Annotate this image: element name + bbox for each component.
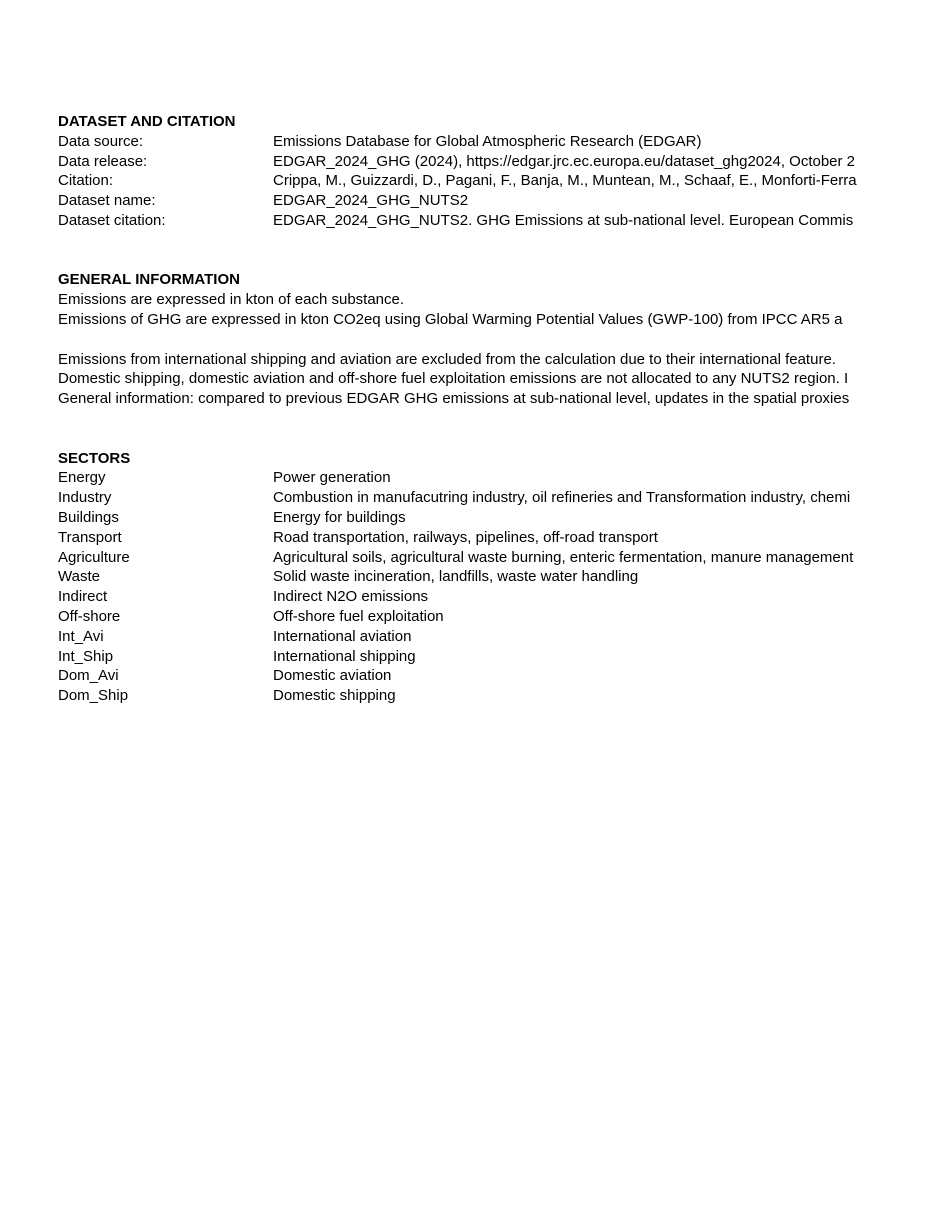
sector-row-transport xyxy=(58,528,876,548)
spacer-row xyxy=(58,409,876,429)
sector-row-off-shore xyxy=(58,607,876,627)
row-value: EDGAR_2024_GHG_NUTS2 xyxy=(273,192,469,210)
sector-row-dom-ship xyxy=(58,686,876,706)
general-line xyxy=(58,290,876,310)
sector-name: Transport xyxy=(58,528,122,546)
info-text: Domestic shipping, domestic aviation and off-shore fuel exploitation emissions are not allocated to any NUTS2 region. I xyxy=(58,370,849,388)
sector-row-industry xyxy=(58,488,876,508)
row-label: Dataset name: xyxy=(58,192,156,210)
sector-name: Off-shore xyxy=(58,607,121,625)
general-line xyxy=(58,330,876,350)
sector-name: Dom_Ship xyxy=(58,687,129,705)
general-line xyxy=(58,389,876,409)
sectors-heading xyxy=(58,449,876,469)
sector-description: Indirect N2O emissions xyxy=(273,588,429,606)
sector-description: International aviation xyxy=(273,627,412,645)
sector-name: Indirect xyxy=(58,588,108,606)
section-heading: SECTORS xyxy=(58,449,131,467)
row-label: Dataset citation: xyxy=(58,211,166,229)
dataset-row-source xyxy=(58,132,876,152)
sector-description: Domestic aviation xyxy=(273,667,392,685)
sector-description: Solid waste incineration, landfills, waste water handling xyxy=(273,568,639,586)
info-text: Emissions of GHG are expressed in kton CO2eq using Global Warming Potential Values (GWP-100) from IPCC AR5 a xyxy=(58,310,843,328)
spacer-row xyxy=(58,251,876,271)
sector-description: Road transportation, railways, pipelines, off-road transport xyxy=(273,528,658,546)
sector-name: Int_Avi xyxy=(58,627,104,645)
row-label: Citation: xyxy=(58,172,114,190)
sector-description: International shipping xyxy=(273,647,416,665)
sector-row-int-avi xyxy=(58,627,876,647)
sector-description: Domestic shipping xyxy=(273,687,396,705)
spacer-row xyxy=(58,231,876,251)
dataset-row-citation xyxy=(58,171,876,191)
dataset-row-release xyxy=(58,152,876,172)
dataset-row-name xyxy=(58,191,876,211)
sector-row-buildings xyxy=(58,508,876,528)
sector-name: Buildings xyxy=(58,508,119,526)
sector-name: Energy xyxy=(58,469,106,487)
sector-name: Int_Ship xyxy=(58,647,114,665)
sector-name: Agriculture xyxy=(58,548,130,566)
sector-description: Power generation xyxy=(273,469,391,487)
sector-description: Energy for buildings xyxy=(273,508,406,526)
sector-row-dom-avi xyxy=(58,666,876,686)
section-heading: DATASET AND CITATION xyxy=(58,113,236,130)
sector-description: Combustion in manufacutring industry, oil refineries and Transformation industry, chemi xyxy=(273,489,851,507)
general-line xyxy=(58,350,876,370)
sector-row-waste xyxy=(58,567,876,587)
sector-row-energy xyxy=(58,468,876,488)
row-value: EDGAR_2024_GHG (2024), https://edgar.jrc.ec.europa.eu/dataset_ghg2024, October 2 xyxy=(273,152,856,170)
sector-name: Waste xyxy=(58,568,100,586)
sector-name: Dom_Avi xyxy=(58,667,119,685)
sheet-content xyxy=(58,112,876,706)
dataset-heading xyxy=(58,112,876,132)
info-text: General information: compared to previous EDGAR GHG emissions at sub-national level, updates in the spatial proxies xyxy=(58,390,850,408)
sector-row-indirect xyxy=(58,587,876,607)
dataset-row-dataset-citation xyxy=(58,211,876,231)
row-value: Crippa, M., Guizzardi, D., Pagani, F., Banja, M., Muntean, M., Schaaf, E., Monforti-Ferra xyxy=(273,172,857,190)
info-text: Emissions from international shipping and aviation are excluded from the calculation due to their international feature. xyxy=(58,350,836,368)
sector-description: Off-shore fuel exploitation xyxy=(273,607,444,625)
general-heading xyxy=(58,270,876,290)
row-value: Emissions Database for Global Atmospheric Research (EDGAR) xyxy=(273,132,702,150)
row-label: Data release: xyxy=(58,152,148,170)
sector-row-agriculture xyxy=(58,548,876,568)
sector-row-int-ship xyxy=(58,647,876,667)
general-line xyxy=(58,310,876,330)
sector-description: Agricultural soils, agricultural waste burning, enteric fermentation, manure management xyxy=(273,548,854,566)
info-text: Emissions are expressed in kton of each substance. xyxy=(58,291,405,309)
spacer-row xyxy=(58,429,876,449)
row-value: EDGAR_2024_GHG_NUTS2. GHG Emissions at sub-national level. European Commis xyxy=(273,211,854,229)
sector-name: Industry xyxy=(58,489,112,507)
row-label: Data source: xyxy=(58,132,144,150)
section-heading: GENERAL INFORMATION xyxy=(58,271,240,289)
general-line xyxy=(58,369,876,389)
